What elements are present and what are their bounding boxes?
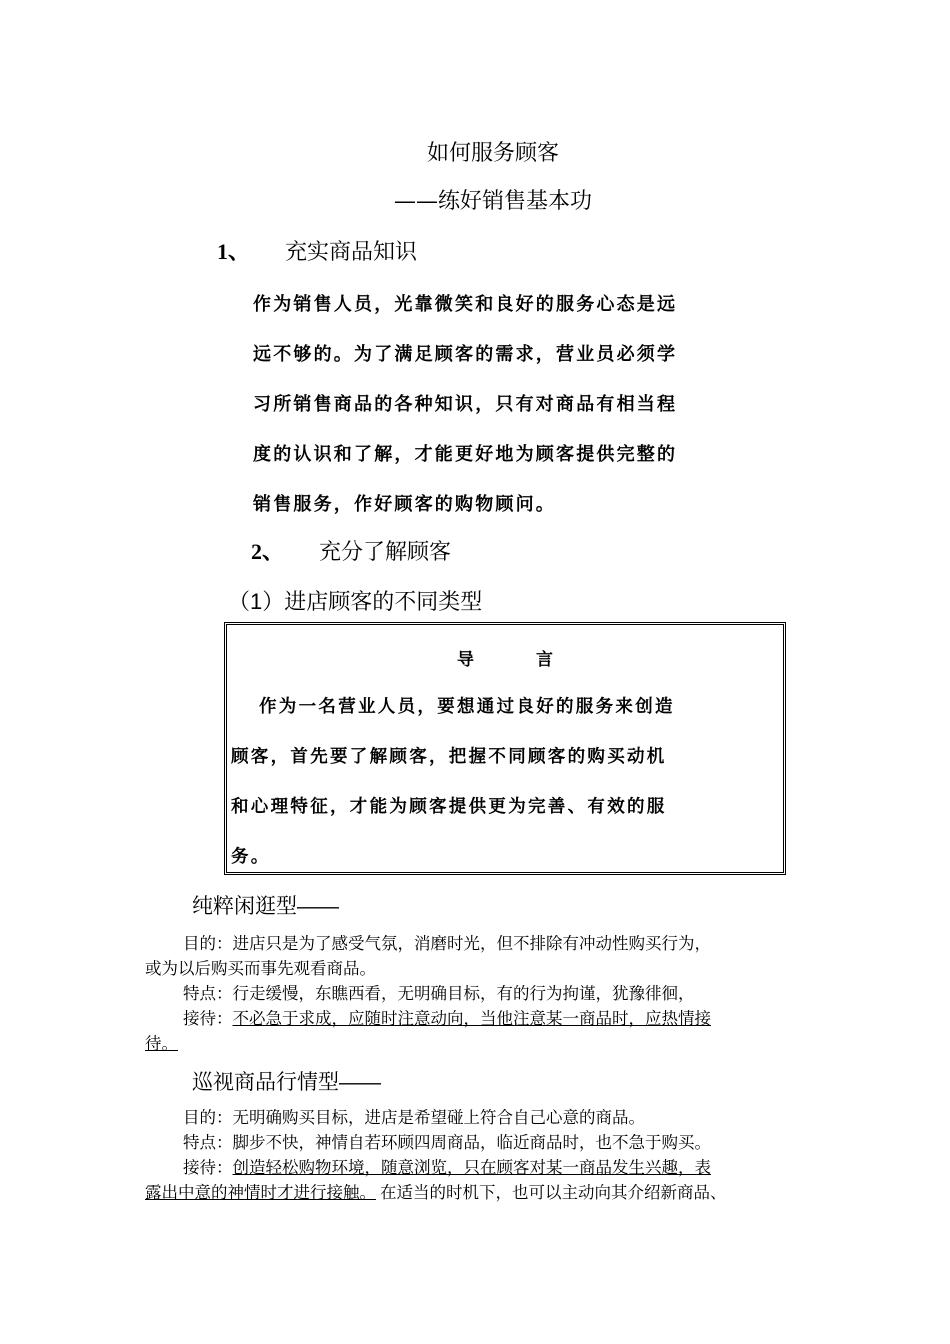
section1-number: 1、: [217, 239, 251, 264]
section1-line-1: 作为销售人员，光靠微笑和良好的服务心态是远: [253, 294, 678, 315]
section1-line-4: 度的认识和了解，才能更好地为顾客提供完整的: [253, 444, 678, 465]
type1-purpose-line-2: 或为以后购买而事先观看商品。: [145, 959, 376, 978]
section2-subheading: （1）进店顾客的不同类型: [228, 589, 483, 614]
intro-box-line-2: 顾客，首先要了解顾客，把握不同顾客的购买动机: [231, 747, 667, 767]
type1-serve-line-2: 待。: [145, 1034, 178, 1053]
type2-serve-line-1: [183, 1154, 711, 1178]
intro-box-title: 导言: [457, 650, 615, 670]
section1-line-5: 销售服务，作好顾客的购物顾问。: [253, 494, 556, 515]
type1-heading: 纯粹闲逛型——: [192, 895, 339, 918]
doc-title: 如何服务顾客: [426, 141, 559, 166]
section2-number: 2、: [251, 539, 285, 564]
type1-purpose-line-1: 目的：进店只是为了感受气氛，消磨时光，但不排除有冲动性购买行为，: [183, 934, 711, 953]
section1-heading: [217, 235, 417, 266]
type2-trait: 特点：脚步不快，神情自若环顾四周商品，临近商品时，也不急于购买。: [183, 1133, 711, 1152]
doc-subtitle: ——练好销售基本功: [393, 189, 592, 214]
section2-title: 充分了解顾客: [319, 540, 452, 565]
section1-line-3: 习所销售商品的各种知识，只有对商品有相当程: [253, 394, 678, 415]
section2-heading: [251, 535, 451, 566]
intro-box-line-3: 和心理特征，才能为顾客提供更为完善、有效的服: [231, 797, 667, 817]
type1-serve-text: 不必急于求成，应随时注意动向，当他注意某一商品时，应热情接: [232, 1009, 711, 1028]
section1-title: 充实商品知识: [285, 240, 418, 265]
intro-box: [224, 622, 786, 875]
type2-serve-rest: 在适当的时机下，也可以主动向其介绍新商品、: [380, 1183, 727, 1202]
type2-heading: 巡视商品行情型——: [192, 1071, 381, 1094]
type2-serve-line-2: [145, 1179, 727, 1203]
section1-line-2: 远不够的。为了满足顾客的需求，营业员必须学: [253, 344, 678, 365]
intro-box-line-4: 务。: [231, 847, 271, 867]
type1-serve-label: 接待：: [183, 1009, 233, 1028]
type2-serve-text: 创造轻松购物环境，随意浏览，只在顾客对某一商品发生兴趣，表: [232, 1158, 711, 1177]
type1-trait: 特点：行走缓慢，东瞧西看，无明确目标，有的行为拘谨，犹豫徘徊，: [183, 984, 695, 1003]
type2-purpose: 目的：无明确购买目标，进店是希望碰上符合自己心意的商品。: [183, 1108, 645, 1127]
type1-serve-line-1: [183, 1005, 711, 1029]
intro-box-line-1: 作为一名营业人员，要想通过良好的服务来创造: [259, 697, 675, 717]
type2-serve-label: 接待：: [183, 1158, 233, 1177]
type2-serve-underlined: 露出中意的神情时才进行接触。: [145, 1183, 376, 1202]
